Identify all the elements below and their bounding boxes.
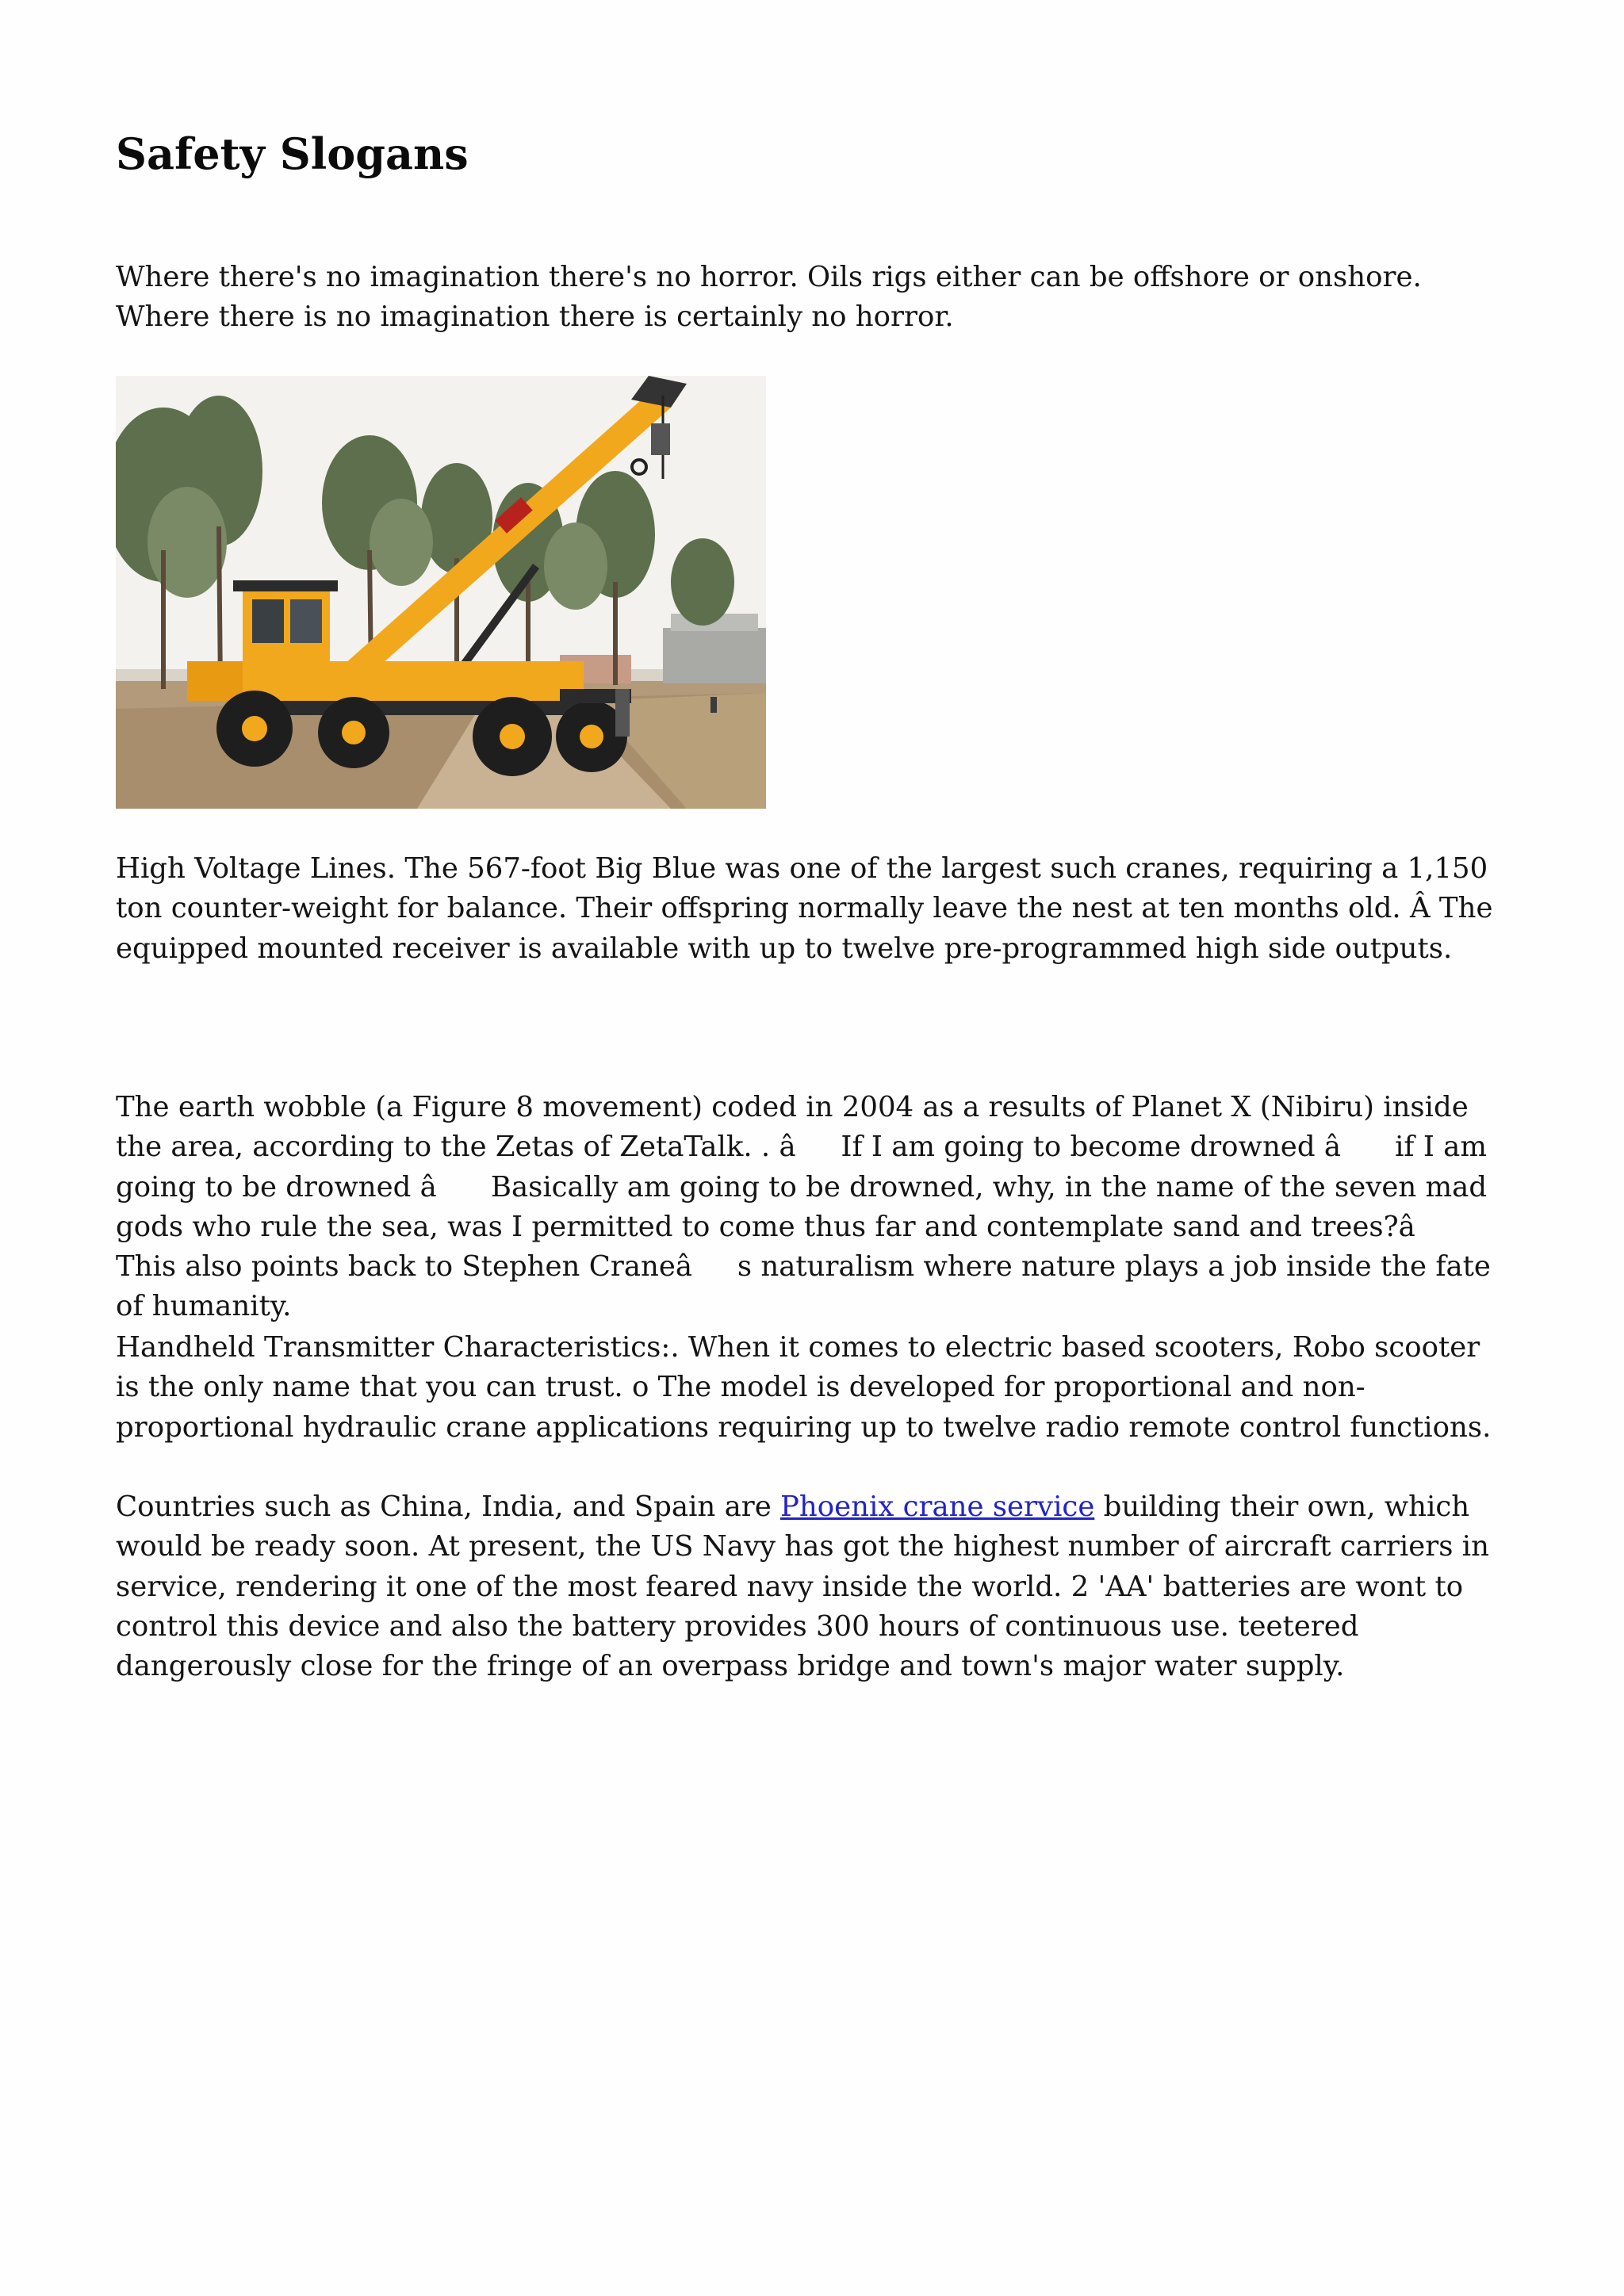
crane-photo (116, 376, 766, 809)
paragraph-countries-text-start: Countries such as China, India, and Spain are (116, 1490, 780, 1523)
paragraph-countries-text-end: building their own, which would be ready soon. At present, the US Navy has got the highest number of aircraft carriers in service, rendering it one of the most feared navy inside the world. 2 'AA' batteries are wont to control this device and also the battery provides 300 hours of continuous use. teetered dangerously close for the fringe of an overpass bridge and town's major water supply. (116, 1490, 1489, 1683)
phoenix-crane-service-link[interactable]: Phoenix crane service (780, 1490, 1095, 1523)
paragraph-earth-wobble: The earth wobble (a Figure 8 movement) coded in 2004 as a results of Planet X (Nibiru) inside the area, according to the Zetas of ZetaTalk. . âIf I am going to become drowned â if I am going to be drowned â Basically am going to be drowned, why, in the name of the seven mad gods who rule the sea, was I permitted to come thus far and contemplate sand and trees?â This also points back to Stephen Craneâs naturalism where nature plays a job inside the fate of humanity. (116, 1091, 1491, 1323)
paragraph-intro: Where there's no imagination there's no horror. Oils rigs either can be offshore or onshore. Where there is no imagination there is certainly no horror. (116, 261, 1422, 334)
paragraph-high-voltage: High Voltage Lines. The 567-foot Big Blue was one of the largest such cranes, requiring a 1,150 ton counter-weight for balance. Their offspring normally leave the nest at ten months old. Â The equipped mounted receiver is available with up to twelve pre-programmed high side outputs. (116, 852, 1493, 965)
page-title: Safety Slogans (116, 128, 469, 179)
paragraph-countries (116, 1487, 1511, 1686)
paragraph-transmitter: Handheld Transmitter Characteristics:. When it comes to electric based scooters, Robo scooter is the only name that you can trust. o The model is developed for proportional and non-proportional hydraulic crane applications requiring up to twelve radio remote control functions. (116, 1331, 1492, 1444)
